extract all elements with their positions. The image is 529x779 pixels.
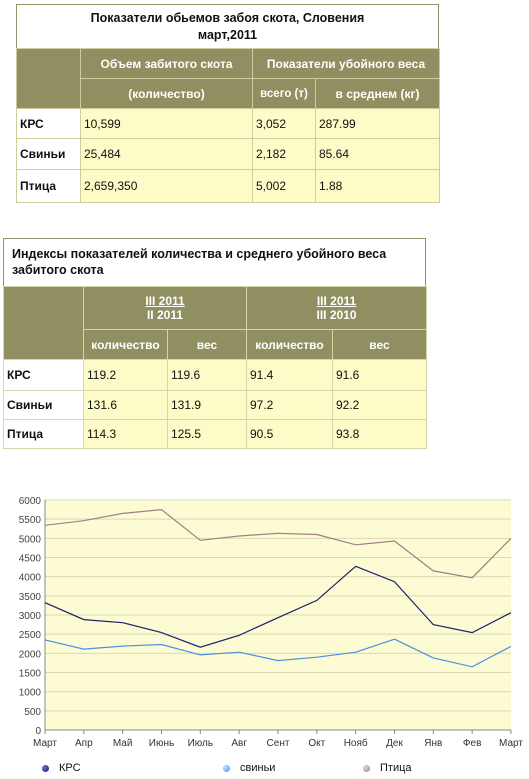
cell-average: 287.99	[316, 109, 440, 139]
x-tick-label: Апр	[75, 738, 93, 749]
group-header-prev-year	[247, 287, 427, 330]
x-tick-label: Июль	[187, 738, 214, 749]
legend-marker-poultry	[363, 765, 370, 772]
table1-grid	[16, 48, 440, 203]
y-tick-label: 1500	[18, 668, 41, 680]
y-tick-label: 500	[24, 706, 41, 718]
table-row	[17, 170, 440, 203]
row-label: Птица	[17, 170, 81, 203]
cell-quantity: 10,599	[81, 109, 253, 139]
slaughter-volume-table	[16, 4, 439, 203]
y-tick-label: 5500	[18, 515, 41, 527]
cell-value: 114.3	[84, 420, 168, 449]
table-row	[17, 109, 440, 139]
table2-title	[3, 238, 426, 286]
x-tick-label: Июнь	[148, 738, 175, 749]
cell-quantity: 2,659,350	[81, 170, 253, 203]
cell-quantity: 25,484	[81, 139, 253, 170]
group2-bottom: III 2010	[316, 308, 357, 322]
legend-item-poultry	[363, 762, 412, 774]
table1-stub-cell	[17, 49, 81, 109]
table-row	[4, 391, 427, 420]
group2-top: III 2011	[316, 294, 357, 308]
table-row	[4, 420, 427, 449]
table2-grid	[3, 286, 427, 449]
table2-stub-cell	[4, 287, 84, 360]
x-tick-label: Дек	[386, 738, 403, 749]
legend-item-krs	[42, 762, 81, 774]
legend-marker-pigs	[223, 765, 230, 772]
y-tick-label: 3500	[18, 591, 41, 603]
x-tick-label: Янв	[424, 738, 443, 749]
group1-top: III 2011	[145, 294, 185, 308]
cell-total: 2,182	[253, 139, 316, 170]
subheader-total: всего (т)	[253, 79, 316, 109]
row-label: Птица	[4, 420, 84, 449]
row-label: Свиньи	[4, 391, 84, 420]
cell-total: 3,052	[253, 109, 316, 139]
row-label: КРС	[17, 109, 81, 139]
y-tick-label: 3000	[18, 611, 41, 622]
y-tick-label: 2000	[18, 649, 41, 661]
legend-marker-krs	[42, 765, 49, 772]
cell-value: 131.6	[84, 391, 168, 420]
x-tick-label: Март	[499, 738, 523, 749]
group1-bottom: II 2011	[146, 308, 184, 322]
cell-value: 125.5	[168, 420, 247, 449]
group-header-prev-month	[84, 287, 247, 330]
legend-label-poultry: Птица	[380, 762, 412, 774]
x-tick-label: Нояб	[343, 738, 368, 749]
index-table	[3, 238, 426, 449]
y-tick-label: 5000	[18, 534, 41, 546]
row-label: КРС	[4, 360, 84, 391]
cell-value: 92.2	[333, 391, 427, 420]
cell-value: 97.2	[247, 391, 333, 420]
col-weight-1: вес	[168, 330, 247, 360]
table1-title-line2: март,2011	[197, 28, 258, 42]
legend-label-pigs: свиньи	[240, 762, 276, 774]
cell-value: 93.8	[333, 420, 427, 449]
cell-total: 5,002	[253, 170, 316, 203]
x-tick-label: Март	[33, 738, 57, 749]
cell-value: 91.4	[247, 360, 333, 391]
y-tick-label: 4000	[18, 572, 41, 584]
header-weight: Показатели убойного веса	[253, 49, 440, 79]
cell-average: 85.64	[316, 139, 440, 170]
cell-value: 119.2	[84, 360, 168, 391]
row-label: Свиньи	[17, 139, 81, 170]
y-tick-label: 0	[35, 726, 41, 737]
y-tick-label: 4500	[18, 553, 41, 565]
legend-item-pigs	[223, 762, 275, 774]
table1-title-line1: Показатели обьемов забоя скота, Словения	[90, 11, 365, 25]
cell-value: 91.6	[333, 360, 427, 391]
cell-value: 131.9	[168, 391, 247, 420]
header-volume: Объем забитого скота	[81, 49, 253, 79]
cell-value: 119.6	[168, 360, 247, 391]
col-weight-2: вес	[333, 330, 427, 360]
y-tick-label: 2500	[18, 630, 41, 642]
cell-average: 1.88	[316, 170, 440, 203]
table-row	[17, 139, 440, 170]
legend-label-krs: КРС	[59, 762, 81, 774]
subheader-average: в среднем (кг)	[316, 79, 440, 109]
y-tick-label: 1000	[18, 687, 41, 699]
y-tick-label: 6000	[18, 496, 41, 507]
x-tick-label: Сент	[266, 738, 290, 749]
x-tick-label: Май	[112, 738, 133, 749]
col-quantity-2: количество	[247, 330, 333, 360]
cell-value: 90.5	[247, 420, 333, 449]
col-quantity-1: количество	[84, 330, 168, 360]
subheader-quantity: (количество)	[81, 79, 253, 109]
monthly-slaughter-line-chart	[0, 490, 529, 760]
table-row	[4, 360, 427, 391]
x-tick-label: Окт	[308, 738, 326, 749]
table1-title	[16, 4, 439, 48]
x-tick-label: Фев	[462, 738, 482, 749]
table2-title-line1: Индексы показателей количества и среднего убойного веса	[12, 247, 387, 261]
table2-title-line2: забитого скота	[12, 263, 104, 277]
x-tick-label: Авг	[231, 738, 247, 749]
